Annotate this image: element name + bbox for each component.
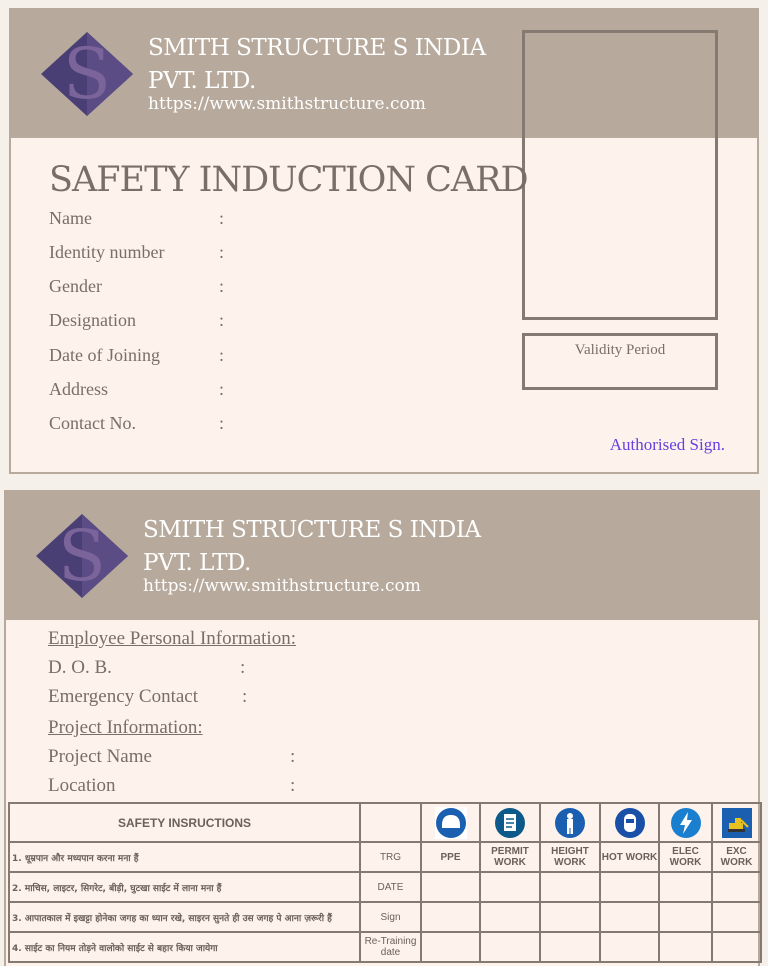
table-cell[interactable]	[659, 902, 712, 932]
card-title: SAFETY INDUCTION CARD	[49, 160, 528, 200]
instruction-3: 3. आपातकाल में इखट्टा होनेका जगह का ध्यान रखे, साइरन सुनते ही उस जगह पे आना ज़रूरी हैं	[9, 902, 360, 932]
safety-instructions-header: SAFETY INSRUCTIONS	[9, 803, 360, 842]
row-label-sign: Sign	[360, 902, 421, 932]
table-cell[interactable]	[540, 872, 600, 902]
table-row	[9, 872, 761, 902]
table-cell[interactable]	[480, 932, 540, 962]
table-cell[interactable]	[659, 872, 712, 902]
empty-cell	[360, 803, 421, 842]
safety-induction-card-back	[4, 490, 760, 966]
column-label-ppe: PPE	[421, 842, 480, 872]
project-info-heading: Project Information:	[48, 717, 203, 738]
photo-box	[522, 30, 718, 320]
field-project-name: Project Name :	[48, 746, 296, 767]
welding-mask-icon-cell	[600, 803, 659, 842]
column-label-exc-work: EXC WORK	[712, 842, 761, 872]
field-contact-no: Contact No. :	[49, 413, 225, 433]
field-gender: Gender :	[49, 276, 225, 296]
table-cell[interactable]	[659, 932, 712, 962]
company-name: SMITH STRUCTURE S INDIA PVT. LTD.	[143, 517, 481, 576]
field-address: Address :	[49, 379, 225, 399]
company-url[interactable]: https://www.smithstructure.com	[143, 576, 421, 596]
table-cell[interactable]	[480, 902, 540, 932]
harness-icon	[554, 807, 586, 839]
table-cell[interactable]	[421, 902, 480, 932]
table-header-row	[9, 803, 761, 842]
personal-info-heading: Employee Personal Information:	[48, 628, 296, 649]
permit-icon	[494, 807, 526, 839]
table-cell[interactable]	[712, 932, 761, 962]
column-label-permit-work: PERMIT WORK	[480, 842, 540, 872]
table-cell[interactable]	[600, 902, 659, 932]
table-cell[interactable]	[421, 872, 480, 902]
column-label-height-work: HEIGHT WORK	[540, 842, 600, 872]
table-cell[interactable]	[540, 932, 600, 962]
excavator-icon-cell	[712, 803, 761, 842]
field-location: Location :	[48, 775, 296, 796]
authorised-sign: Authorised Sign.	[609, 435, 725, 454]
table-cell[interactable]	[480, 872, 540, 902]
company-name: SMITH STRUCTURE S INDIA PVT. LTD.	[148, 35, 486, 94]
permit-icon-cell	[480, 803, 540, 842]
table-cell[interactable]	[421, 932, 480, 962]
field-dob: D. O. B. :	[48, 657, 246, 678]
svg-text:S: S	[58, 515, 106, 597]
company-logo	[41, 32, 133, 116]
excavator-icon	[721, 807, 753, 839]
field-identity-number: Identity number :	[49, 242, 225, 262]
table-row	[9, 842, 761, 872]
row-label-trg: TRG	[360, 842, 421, 872]
instruction-2: 2. माचिस, लाइटर, सिगरेट, बीड़ी, घुटखा साईट में लाना मना हैं	[9, 872, 360, 902]
field-designation: Designation :	[49, 310, 225, 330]
electric-icon-cell	[659, 803, 712, 842]
safety-induction-card-front	[9, 8, 759, 474]
column-label-hot-work: HOT WORK	[600, 842, 659, 872]
company-logo	[36, 514, 128, 598]
instruction-4: 4. साईट का नियम तोड़ने वालोको साईट से बहार किया जायेगा	[9, 932, 360, 962]
table-cell[interactable]	[540, 902, 600, 932]
electric-icon	[670, 807, 702, 839]
helmet-icon	[435, 807, 467, 839]
validity-period-box: Validity Period	[522, 333, 718, 390]
column-label-elec-work: ELEC WORK	[659, 842, 712, 872]
welding-mask-icon	[614, 807, 646, 839]
helmet-icon-cell	[421, 803, 480, 842]
field-date-of-joining: Date of Joining :	[49, 345, 225, 365]
field-name: Name :	[49, 208, 225, 228]
company-url[interactable]: https://www.smithstructure.com	[148, 94, 426, 114]
table-cell[interactable]	[712, 902, 761, 932]
row-label-retraining-date: Re-Training date	[360, 932, 421, 962]
instruction-1: 1. धूम्रपान और मध्यपान करना मना हैं	[9, 842, 360, 872]
harness-icon-cell	[540, 803, 600, 842]
table-row	[9, 932, 761, 962]
table-row	[9, 902, 761, 932]
table-cell[interactable]	[712, 872, 761, 902]
field-emergency-contact: Emergency Contact :	[48, 686, 248, 707]
svg-text:S: S	[63, 33, 111, 115]
table-cell[interactable]	[600, 872, 659, 902]
table-cell[interactable]	[600, 932, 659, 962]
safety-instructions-table	[8, 802, 762, 963]
row-label-date: DATE	[360, 872, 421, 902]
